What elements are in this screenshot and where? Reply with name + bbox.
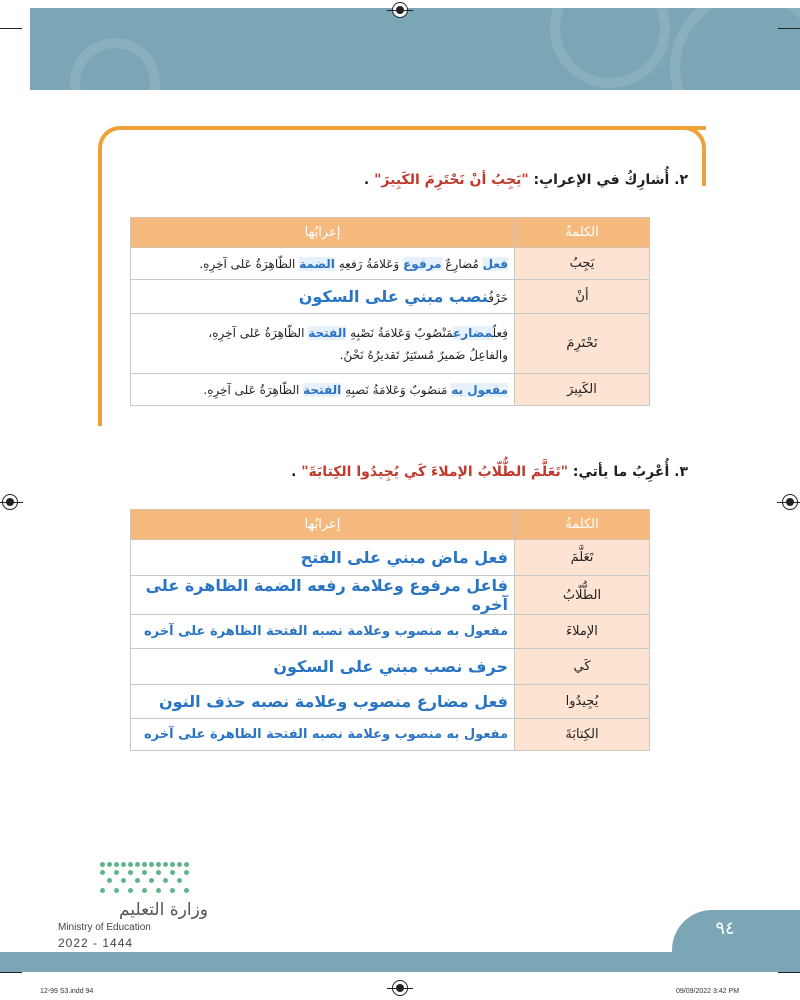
logo-dot xyxy=(128,870,133,875)
filled-answer: الفتحة xyxy=(303,382,342,397)
question-3 xyxy=(291,464,688,480)
analysis-cell xyxy=(131,280,515,314)
table-header-row xyxy=(131,510,650,540)
static-text: فِعلٌ xyxy=(492,325,508,340)
logo-dot xyxy=(149,878,154,883)
logo-dot xyxy=(107,878,112,883)
table-row xyxy=(131,649,650,685)
ministry-name-ar: وزارة التعليم xyxy=(119,900,208,920)
logo-dot xyxy=(163,878,168,883)
header-word: الكلمةُ xyxy=(515,510,650,540)
static-text: حَرْفُ xyxy=(488,291,508,305)
question-3-prefix: ٣. أُعْرِبُ ما يأتي: xyxy=(568,464,688,480)
word-cell: كَي xyxy=(515,649,650,685)
logo-dot xyxy=(114,862,119,867)
question-2-quote: "يَجِبُ أنْ نَحْتَرِمَ الكَبِيرَ" xyxy=(374,172,529,188)
analysis-answer: مفعول به منصوب وعلامة نصبه الفتحة الظاهرة على آخره xyxy=(131,615,515,649)
word-cell: تَعَلَّمَ xyxy=(515,540,650,576)
header-band xyxy=(30,8,800,90)
word-cell: يُجِيدُوا xyxy=(515,685,650,719)
static-text: الظّاهِرَةُ عَلى آخِرِهِ. xyxy=(199,256,300,271)
table-header-row xyxy=(131,218,650,248)
ministry-logo xyxy=(58,862,208,952)
filled-answer: الضمة xyxy=(299,256,335,271)
decorative-shape xyxy=(670,8,800,90)
header-analysis: إعرابُها xyxy=(131,218,515,248)
crop-mark xyxy=(778,972,800,973)
logo-dot xyxy=(128,888,133,893)
analysis-table-2 xyxy=(130,509,650,751)
logo-dot xyxy=(100,888,105,893)
table-row xyxy=(131,615,650,649)
table-row xyxy=(131,719,650,751)
question-3-suffix: . xyxy=(291,464,302,480)
analysis-answer: حرف نصب مبني على السكون xyxy=(131,649,515,685)
logo-dot xyxy=(100,870,105,875)
analysis-cell xyxy=(131,248,515,280)
logo-dot xyxy=(170,888,175,893)
table-row xyxy=(131,576,650,615)
word-cell: نَحْتَرِمَ xyxy=(515,314,650,374)
logo-dot xyxy=(156,862,161,867)
static-text: مُضارِعٌ xyxy=(441,256,483,271)
logo-dot xyxy=(170,870,175,875)
analysis-cell xyxy=(131,314,515,374)
logo-dot xyxy=(184,870,189,875)
analysis-line: والفاعِلُ ضَميرٌ مُستَتِرٌ تَقديرُهُ نَحْنُ. xyxy=(339,347,508,362)
logo-dot xyxy=(142,888,147,893)
file-slug: 12-99 S3.indd 94 xyxy=(40,988,94,995)
static-text: مَنصُوبٌ وَعَلامَةُ نَصبِهِ xyxy=(341,382,452,397)
word-cell: يَجِبُ xyxy=(515,248,650,280)
logo-dot xyxy=(135,878,140,883)
logo-dot xyxy=(114,870,119,875)
registration-mark xyxy=(782,494,798,510)
analysis-answer: فاعل مرفوع وعلامة رفعه الضمة الظاهرة على آخره xyxy=(131,576,515,615)
ministry-year: 2022 - 1444 xyxy=(58,936,134,950)
table-row xyxy=(131,540,650,576)
static-text: الظّاهِرَةُ عَلى آخِرِهِ، xyxy=(208,325,309,340)
header-analysis: إعرابُها xyxy=(131,510,515,540)
decorative-shape xyxy=(70,38,160,90)
footer-band xyxy=(0,952,800,972)
logo-dot xyxy=(177,878,182,883)
crop-mark xyxy=(0,972,22,973)
registration-mark xyxy=(2,494,18,510)
crop-mark xyxy=(778,28,800,29)
filled-answer: فعل xyxy=(482,256,508,271)
registration-mark xyxy=(392,980,408,996)
analysis-cell xyxy=(131,374,515,406)
decorative-shape xyxy=(550,8,670,88)
analysis-table-1 xyxy=(130,217,650,406)
filled-answer: الفتحة xyxy=(308,325,347,340)
analysis-line xyxy=(137,322,508,344)
analysis-answer: مفعول به منصوب وعلامة نصبه الفتحة الظاهرة على آخره xyxy=(131,719,515,751)
header-word: الكلمةُ xyxy=(515,218,650,248)
word-cell: الكِتابَةَ xyxy=(515,719,650,751)
question-2-suffix: . xyxy=(363,172,375,188)
logo-dot xyxy=(142,862,147,867)
crop-mark xyxy=(0,28,22,29)
page-number: ٩٤ xyxy=(715,918,735,939)
logo-dot xyxy=(177,862,182,867)
registration-mark xyxy=(392,2,408,18)
logo-dot xyxy=(142,870,147,875)
logo-dot xyxy=(135,862,140,867)
word-cell: أنْ xyxy=(515,280,650,314)
static-text: الظّاهِرَةُ عَلى آخِرِهِ. xyxy=(203,382,304,397)
word-cell: الإملاءَ xyxy=(515,615,650,649)
table-row xyxy=(131,280,650,314)
question-3-quote: "تَعَلَّمَ الطُّلّابُ الإملاءَ كَي يُجِيدُوا الكِتابَةَ" xyxy=(301,464,569,480)
table-row xyxy=(131,248,650,280)
logo-dot xyxy=(121,878,126,883)
logo-dot xyxy=(156,870,161,875)
filled-answer: نصب مبني على السكون xyxy=(298,287,489,306)
question-2-prefix: ٢. أُشارِكُ في الإعرابِ: xyxy=(528,172,688,188)
logo-dot xyxy=(149,862,154,867)
logo-dots-icon xyxy=(100,862,196,896)
table-row xyxy=(131,685,650,719)
word-cell: الكَبِيرَ xyxy=(515,374,650,406)
filled-answer: مرفوع xyxy=(403,256,442,271)
question-2 xyxy=(364,172,688,188)
logo-dot xyxy=(121,862,126,867)
logo-dot xyxy=(100,862,105,867)
logo-dot xyxy=(107,862,112,867)
logo-dot xyxy=(184,888,189,893)
filled-answer: مضارع xyxy=(453,325,493,340)
table-row xyxy=(131,314,650,374)
analysis-answer: فعل مضارع منصوب وعلامة نصبه حذف النون xyxy=(131,685,515,719)
analysis-answer: فعل ماض مبني على الفتح xyxy=(131,540,515,576)
logo-dot xyxy=(163,862,168,867)
logo-dot xyxy=(128,862,133,867)
logo-dot xyxy=(184,862,189,867)
static-text: وَعَلامَةُ رَفعِهِ xyxy=(334,256,404,271)
word-cell: الطُّلّابُ xyxy=(515,576,650,615)
date-slug: 09/09/2022 3:42 PM xyxy=(676,988,740,995)
static-text: مَنْصُوبٌ وَعَلامَةُ نَصْبِهِ xyxy=(346,325,454,340)
table-row xyxy=(131,374,650,406)
logo-dot xyxy=(114,888,119,893)
logo-dot xyxy=(170,862,175,867)
logo-dot xyxy=(156,888,161,893)
ministry-name-en: Ministry of Education xyxy=(58,922,151,933)
filled-answer: مفعول به xyxy=(451,382,508,397)
